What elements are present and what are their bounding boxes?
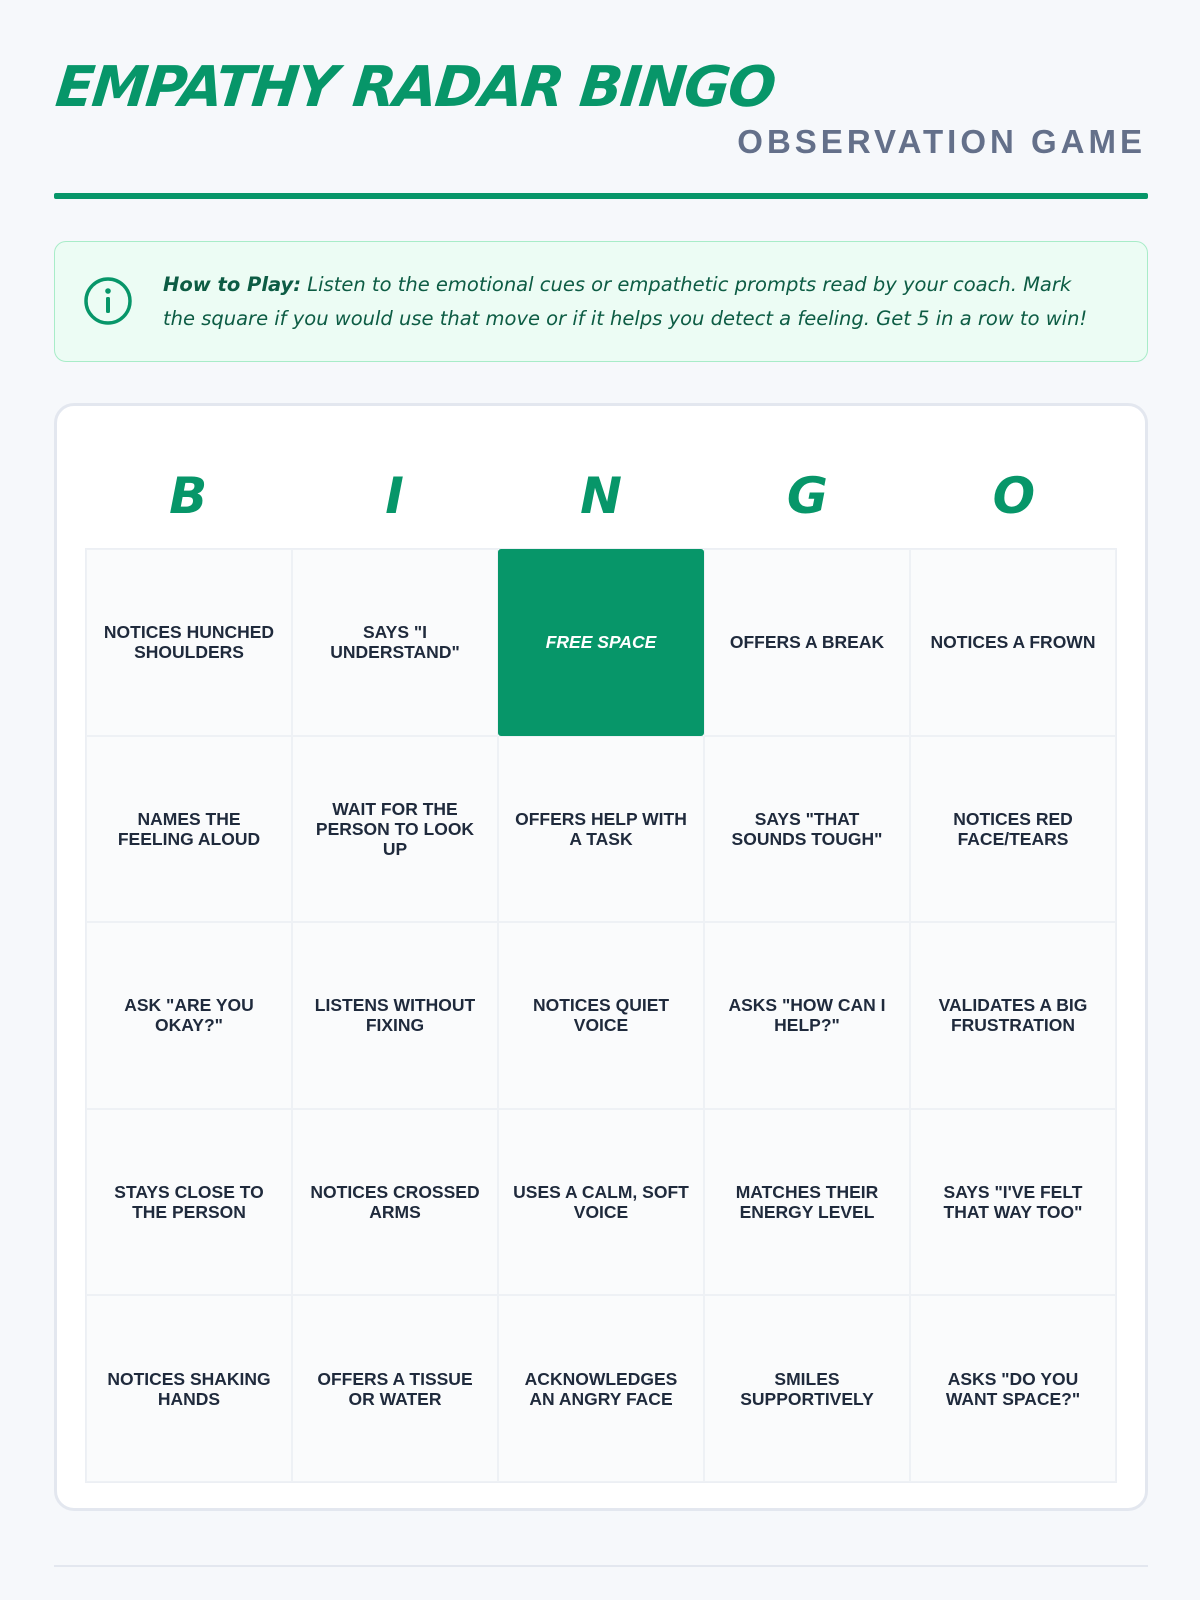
page-title: EMPATHY RADAR BINGO (52, 55, 778, 120)
bingo-cell[interactable]: NAMES THE FEELING ALOUD (86, 736, 292, 923)
bingo-cell[interactable]: LISTENS WITHOUT FIXING (292, 922, 498, 1109)
bingo-cell[interactable]: NOTICES QUIET VOICE (498, 922, 704, 1109)
page-subtitle: OBSERVATION GAME (737, 123, 1146, 160)
bingo-letter-i: I (385, 467, 404, 525)
bingo-cell[interactable]: OFFERS A BREAK (704, 549, 910, 736)
bingo-letter-n: N (580, 467, 622, 525)
bingo-cell[interactable]: SAYS "THAT SOUNDS TOUGH" (704, 736, 910, 923)
bingo-cell[interactable]: NOTICES HUNCHED SHOULDERS (86, 549, 292, 736)
bingo-cell[interactable]: ASK "ARE YOU OKAY?" (86, 922, 292, 1109)
bingo-cell[interactable]: NOTICES SHAKING HANDS (86, 1295, 292, 1482)
bingo-letters (85, 456, 1117, 536)
bingo-cell[interactable]: NOTICES A FROWN (910, 549, 1116, 736)
bingo-cell[interactable]: OFFERS A TISSUE OR WATER (292, 1295, 498, 1482)
footer-divider (54, 1565, 1148, 1567)
bingo-letter-b: B (169, 467, 208, 525)
how-to-play-label: How to Play: (163, 273, 302, 296)
bingo-cell[interactable]: WAIT FOR THE PERSON TO LOOK UP (292, 736, 498, 923)
bingo-cell[interactable]: OFFERS HELP WITH A TASK (498, 736, 704, 923)
bingo-grid (85, 548, 1117, 1483)
info-icon (83, 276, 133, 326)
bingo-cell[interactable]: NOTICES CROSSED ARMS (292, 1109, 498, 1296)
bingo-letter-o: O (992, 467, 1036, 525)
bingo-cell[interactable]: SAYS "I'VE FELT THAT WAY TOO" (910, 1109, 1116, 1296)
bingo-cell[interactable]: SMILES SUPPORTIVELY (704, 1295, 910, 1482)
bingo-cell[interactable]: NOTICES RED FACE/TEARS (910, 736, 1116, 923)
header-divider (54, 193, 1148, 199)
bingo-cell[interactable]: STAYS CLOSE TO THE PERSON (86, 1109, 292, 1296)
how-to-play-text (163, 268, 1103, 336)
bingo-letter-g: G (786, 467, 828, 525)
bingo-cell[interactable]: ACKNOWLEDGES AN ANGRY FACE (498, 1295, 704, 1482)
bingo-card (54, 403, 1148, 1511)
how-to-play-instructions: Listen to the emotional cues or empathetic prompts read by your coach. Mark the square if you would use that move or if it helps you detect a feeling. Get 5 in a row to win! (163, 273, 1088, 330)
bingo-cell[interactable]: ASKS "DO YOU WANT SPACE?" (910, 1295, 1116, 1482)
free-space-cell[interactable]: FREE SPACE (498, 549, 704, 736)
how-to-play-box (54, 241, 1148, 362)
bingo-cell[interactable]: MATCHES THEIR ENERGY LEVEL (704, 1109, 910, 1296)
bingo-cell[interactable]: USES A CALM, SOFT VOICE (498, 1109, 704, 1296)
bingo-cell[interactable]: ASKS "HOW CAN I HELP?" (704, 922, 910, 1109)
bingo-cell[interactable]: SAYS "I UNDERSTAND" (292, 549, 498, 736)
bingo-cell[interactable]: VALIDATES A BIG FRUSTRATION (910, 922, 1116, 1109)
